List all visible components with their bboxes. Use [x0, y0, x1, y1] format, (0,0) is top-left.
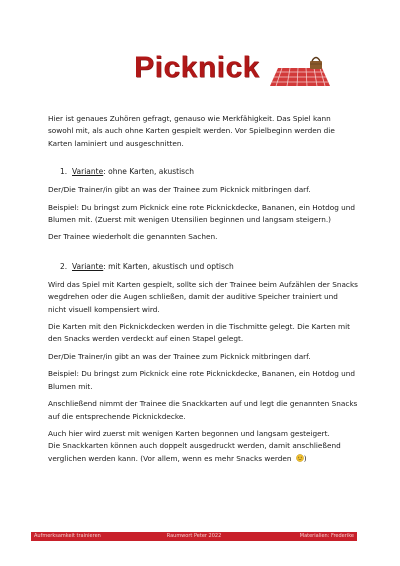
picnic-blanket-basket-icon [268, 54, 332, 88]
variant-1-heading [60, 166, 358, 178]
variant-2-heading [60, 261, 358, 273]
variant-2-paragraph: Beispiel: Du bringst zum Picknick eine rote Picknickdecke, Bananen, ein Hotdog und Blumen mit. [48, 369, 356, 391]
variant-1-number: 1. [60, 167, 68, 177]
variant-2-description: : mit Karten, akustisch und optisch [103, 261, 234, 271]
footer-bar [31, 532, 357, 541]
title-area [0, 50, 400, 94]
variant-1-paragraph: Der Trainee wiederholt die genannten Sachen. [48, 232, 218, 242]
variant-1-paragraph: Beispiel: Du bringst zum Picknick eine rote Picknickdecke, Bananen, ein Hotdog und Blumen mit. (Zuerst mit wenigen Utensilien beginnen und langsam steigern.) [48, 202, 356, 225]
closing-parenthesis: ) [303, 453, 307, 463]
variant-2-paragraph: Anschließend nimmt der Trainee die Snackkarten auf und legt die genannten Snacks auf die entsprechende Picknickdecke. [48, 399, 358, 421]
variant-1-paragraph: Der/Die Trainer/in gibt an was der Trainee zum Picknick mitbringen darf. [48, 185, 311, 195]
footer-center-text: Raumwort Peter 2022 [166, 533, 222, 539]
intro-paragraph: Hier ist genaues Zuhören gefragt, genauso wie Merkfähigkeit. Das Spiel kann sowohl mit, als auch ohne Karten gespielt werden. Vor Spielbeginn werden die Karten laminiert und ausgeschnitten. [48, 114, 335, 148]
variant-2-label: Variante [72, 261, 104, 271]
variant-2-closing-paragraph [48, 428, 358, 465]
variant-2-closing-line-2: Die Snackkarten können auch doppelt ausgedruckt werden, damit anschließend verglichen werden kann. (Vor allem, wenn es mehr Snacks werden [48, 441, 341, 463]
footer-left-text: Aufmerksamkeit trainieren [34, 533, 101, 539]
variant-2-number: 2. [60, 261, 68, 271]
variant-2-paragraph: Wird das Spiel mit Karten gespielt, sollte sich der Trainee beim Aufzählen der Snacks wegdrehen oder die Augen schließen, damit der auditive Speicher trainiert und nicht visuell kompensiert wird. [48, 279, 358, 314]
smiley-icon [296, 454, 304, 462]
variant-2-paragraph: Die Karten mit den Picknickdecken werden in die Tischmitte gelegt. Die Karten mit den Snacks werden verdeckt auf einen Stapel gelegt. [48, 322, 351, 344]
variant-2-closing-line-1: Auch hier wird zuerst mit wenigen Karten begonnen und langsam gesteigert. [48, 428, 330, 438]
variant-2-paragraph: Der/Die Trainer/in gibt an was der Trainee zum Picknick mitbringen darf. [48, 351, 311, 361]
variant-1-description: : ohne Karten, akustisch [103, 167, 194, 177]
footer-right-text: Materialien: Frederike [299, 533, 354, 539]
variant-1-label: Variante [72, 167, 104, 177]
page-title: Picknick [134, 51, 260, 84]
instructions-body [48, 113, 358, 470]
